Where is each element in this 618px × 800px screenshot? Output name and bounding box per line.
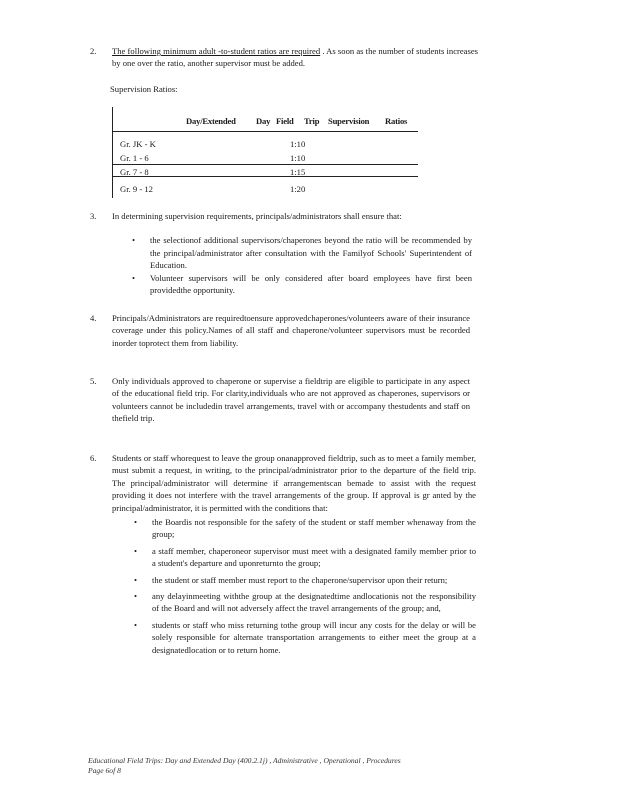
header-ratios: Ratios — [385, 116, 408, 126]
table-left-border — [112, 107, 113, 198]
bullet-text: the Boardis not responsible for the safety of the student or staff member whenaway from the group; — [152, 517, 476, 540]
item-3-text: In determining supervision requirements, principals/administrators shall ensure that: — [112, 211, 402, 221]
table-row-rule — [112, 176, 418, 177]
bullet-dot-icon: • — [132, 272, 136, 283]
item-6 — [90, 452, 476, 656]
bullet-text: the selectionof additional supervisors/chaperones beyond the ratio will be recommended by the principal/administrator after consultation with the Familyof Schools' Superintendent of Education. — [150, 235, 472, 271]
table-row-rule — [112, 164, 418, 165]
bullet-text: any delayinmeeting withthe group at the designatedtime andlocationis not the responsibility of the Board and will not adversely affect the travel arrangements of the group; and, — [152, 591, 476, 614]
item-number: 5. — [90, 376, 97, 386]
supervision-ratios-label: Supervision Ratios: — [110, 84, 178, 94]
header-day: Day — [256, 116, 271, 126]
bullet-dot-icon: • — [134, 619, 138, 630]
grade-cell: Gr. 9 - 12 — [120, 184, 153, 194]
item-4-text: Principals/Administrators are requiredtoensure approvedchaperones/volunteers aware of their insurance coverage under this policy.Names of all staff and chaperone/volunteer supervisors must be recorded inorder toprotect them from liability. — [112, 313, 470, 348]
bullet-text: students or staff who miss returning tothe group will incur any costs for the delay or will be solely responsible for alternate transportation arrangements to either meet the group at a designatedlocation or to return home. — [152, 619, 476, 655]
bullet-item — [134, 619, 476, 656]
bullet-dot-icon: • — [134, 545, 138, 556]
footer-page-number: Page 6of 8 — [88, 766, 121, 775]
page-footer — [88, 756, 401, 776]
item-2-text — [112, 45, 478, 70]
bullet-text: the student or staff member must report to the chaperone/supervisor upon their return; — [152, 574, 448, 585]
bullet-item — [134, 516, 476, 541]
grade-cell: Gr. 1 - 6 — [120, 153, 149, 163]
bullet-item — [134, 545, 476, 570]
ratio-cell: 1:15 — [290, 167, 306, 177]
ratio-requirement-underlined: The following minimum adult -to-student ratios are required — [112, 46, 321, 56]
header-supervision: Supervision — [328, 116, 370, 126]
item-6-text: Students or staff whorequest to leave the group onanapproved fieldtrip, such as to meet a family member, must submit a request, in writing, to the principal/administrator prior to the departure of the field trip. The principal/administrator will determine if arrangementscan bemade to assist with the request providing it does not interfere with the travel arrangements of the group. If approval is gr anted by the principal/administrator, it is permitted with the conditions that: — [112, 453, 476, 513]
header-trip: Trip — [304, 116, 320, 126]
ratio-cell: 1:20 — [290, 184, 306, 194]
item-2 — [90, 45, 478, 70]
header-field: Field — [276, 116, 294, 126]
bullet-dot-icon: • — [134, 591, 138, 602]
bullet-dot-icon: • — [132, 235, 136, 246]
grade-cell: Gr. JK - K — [120, 139, 156, 149]
item-number: 4. — [90, 313, 97, 323]
ratio-requirement-rest: . As soon as the number of students increases by one over the ratio, another supervisor must be added. — [112, 46, 478, 69]
item-3 — [90, 210, 474, 296]
bullet-item — [134, 574, 476, 586]
bullet-text: a staff member, chaperoneor supervisor must meet with a designated family member prior to a student's departure and uponreturnto the group; — [152, 545, 476, 569]
item-4 — [90, 312, 470, 349]
bullet-item — [134, 590, 476, 615]
bullet-dot-icon: • — [134, 517, 138, 528]
header-day-extended: Day/Extended — [186, 116, 236, 126]
table-header-rule — [112, 131, 418, 132]
bullet-text: Volunteer supervisors will be only considered after board employees have first been providedthe opportunity. — [150, 272, 472, 296]
bullet-dot-icon: • — [134, 574, 138, 585]
ratio-cell: 1:10 — [290, 153, 306, 163]
ratio-cell: 1:10 — [290, 139, 306, 149]
grade-cell: Gr. 7 - 8 — [120, 167, 149, 177]
item-5 — [90, 375, 470, 425]
item-5-text: Only individuals approved to chaperone or supervise a fieldtrip are eligible to participate in any aspect of the educational field trip. For clarity,individuals who are not approved as chaperones, supervisors or volunteers cannot be includedin travel arrangements, travel with or accompany thestudents and staff on thefield trip. — [112, 376, 470, 424]
item-number: 3. — [90, 211, 97, 221]
item-number: 2. — [90, 46, 97, 56]
bullet-item — [132, 272, 472, 297]
item-number: 6. — [90, 453, 97, 463]
ratio-table — [112, 107, 418, 198]
bullet-item — [132, 234, 472, 271]
footer-document-title: Educational Field Trips: Day and Extended Day (400.2.1j) , Administrative , Operational , Procedures — [88, 756, 401, 765]
